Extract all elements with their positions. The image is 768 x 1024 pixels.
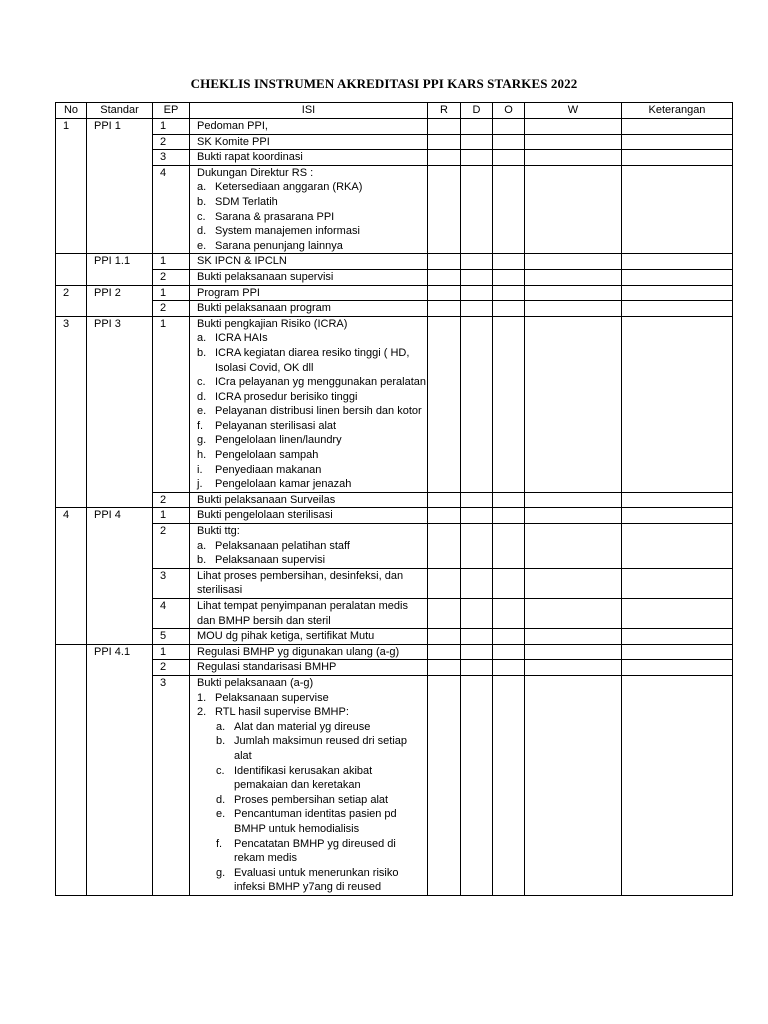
list-item <box>197 433 427 448</box>
cell-standar: PPI 3 <box>87 316 153 508</box>
cell-no: 3 <box>56 316 87 508</box>
list-item-text: Identifikasi kerusakan akibat pemakaian dan keretakan <box>234 764 373 792</box>
cell-d[interactable] <box>461 301 493 317</box>
cell-isi: Bukti pelaksanaan supervisi <box>190 269 428 285</box>
cell-standar: PPI 4.1 <box>87 644 153 895</box>
cell-d[interactable] <box>461 568 493 598</box>
cell-keterangan[interactable] <box>622 524 733 569</box>
cell-isi <box>190 675 428 895</box>
cell-w[interactable] <box>525 285 622 301</box>
cell-d[interactable] <box>461 599 493 629</box>
cell-o[interactable] <box>493 599 525 629</box>
list-marker: e. <box>197 405 207 418</box>
cell-ep: 4 <box>153 165 190 254</box>
cell-o[interactable] <box>493 675 525 895</box>
cell-d[interactable] <box>461 165 493 254</box>
cell-o[interactable] <box>493 301 525 317</box>
cell-keterangan[interactable] <box>622 119 733 135</box>
list-item <box>197 224 427 239</box>
cell-keterangan[interactable] <box>622 254 733 270</box>
list-item <box>197 375 427 390</box>
cell-isi: Pedoman PPI, <box>190 119 428 135</box>
cell-o[interactable] <box>493 629 525 645</box>
table-row <box>56 599 733 629</box>
table-row <box>56 254 733 270</box>
cell-d[interactable] <box>461 492 493 508</box>
list-item-text: Proses pembersihan setiap alat <box>234 793 389 806</box>
table-row <box>56 568 733 598</box>
list-item-text: ICRA kegiatan diarea resiko tinggi ( HD, Isolasi Covid, OK dll <box>215 346 410 374</box>
cell-keterangan[interactable] <box>622 301 733 317</box>
cell-w[interactable] <box>525 508 622 524</box>
cell-ep: 4 <box>153 599 190 629</box>
cell-w[interactable] <box>525 301 622 317</box>
list-item-text: Jumlah maksimun reused dri setiap alat <box>234 735 408 762</box>
cell-w[interactable] <box>525 675 622 895</box>
cell-d[interactable] <box>461 629 493 645</box>
cell-keterangan[interactable] <box>622 165 733 254</box>
cell-no: 4 <box>56 508 87 644</box>
list-marker: a. <box>197 181 207 194</box>
cell-r[interactable] <box>428 492 461 508</box>
table-row <box>56 150 733 166</box>
cell-r[interactable] <box>428 568 461 598</box>
cell-ep: 1 <box>153 644 190 660</box>
list-item <box>197 180 427 195</box>
list-marker: j. <box>197 478 203 491</box>
list-marker: a. <box>197 332 207 345</box>
cell-d[interactable] <box>461 285 493 301</box>
table-row <box>56 301 733 317</box>
list-marker: g. <box>216 866 226 879</box>
list-item-text: Ketersediaan anggaran (RKA) <box>215 181 363 194</box>
cell-w[interactable] <box>525 599 622 629</box>
list-item-text: ICRA prosedur berisiko tinggi <box>215 390 358 403</box>
cell-d[interactable] <box>461 134 493 150</box>
cell-w[interactable] <box>525 492 622 508</box>
cell-r[interactable] <box>428 150 461 166</box>
cell-isi: Bukti rapat koordinasi <box>190 150 428 166</box>
list-item-text: SDM Terlatih <box>215 195 278 208</box>
cell-o[interactable] <box>493 150 525 166</box>
list-marker: b. <box>197 346 207 359</box>
cell-r[interactable] <box>428 119 461 135</box>
list-item-text: Pelayanan sterilisasi alat <box>215 419 337 432</box>
isi-text: Bukti pelaksanaan (a-g) <box>197 676 314 689</box>
list-marker: c. <box>216 764 225 777</box>
cell-r[interactable] <box>428 599 461 629</box>
cell-w[interactable] <box>525 524 622 569</box>
cell-ep: 2 <box>153 492 190 508</box>
isi-text: Dukungan Direktur RS : <box>197 166 314 179</box>
cell-w[interactable] <box>525 660 622 676</box>
list-marker: c. <box>197 376 206 389</box>
cell-isi <box>190 316 428 492</box>
table-row <box>56 508 733 524</box>
cell-o[interactable] <box>493 644 525 660</box>
cell-ep: 2 <box>153 269 190 285</box>
cell-o[interactable] <box>493 508 525 524</box>
cell-ep: 2 <box>153 301 190 317</box>
list-marker: i. <box>197 463 203 476</box>
cell-o[interactable] <box>493 660 525 676</box>
list-item-text: System manajemen informasi <box>215 225 360 238</box>
list-item-text: Alat dan material yg direuse <box>234 720 371 733</box>
cell-d[interactable] <box>461 316 493 492</box>
header-w: W <box>525 103 622 119</box>
cell-w[interactable] <box>525 254 622 270</box>
cell-no <box>56 254 87 285</box>
list-marker: b. <box>197 554 207 567</box>
cell-w[interactable] <box>525 568 622 598</box>
header-d: D <box>461 103 493 119</box>
list-marker: e. <box>197 239 207 252</box>
list-item <box>197 463 427 478</box>
table-row <box>56 492 733 508</box>
list-item-text: Pencatatan BMHP yg direused di rekam medis <box>234 837 396 865</box>
cell-keterangan[interactable] <box>622 644 733 660</box>
cell-w[interactable] <box>525 119 622 135</box>
cell-w[interactable] <box>525 316 622 492</box>
cell-keterangan[interactable] <box>622 508 733 524</box>
sub-list-item <box>197 764 427 793</box>
list-item-text: Sarana & prasarana PPI <box>215 210 335 223</box>
cell-ep: 1 <box>153 254 190 270</box>
cell-w[interactable] <box>525 150 622 166</box>
cell-o[interactable] <box>493 568 525 598</box>
cell-keterangan[interactable] <box>622 568 733 598</box>
cell-isi: Bukti pelaksanaan Surveilas <box>190 492 428 508</box>
cell-o[interactable] <box>493 285 525 301</box>
cell-keterangan[interactable] <box>622 629 733 645</box>
table-row <box>56 644 733 660</box>
cell-ep: 3 <box>153 568 190 598</box>
table-row <box>56 316 733 492</box>
cell-keterangan[interactable] <box>622 660 733 676</box>
table-row <box>56 269 733 285</box>
cell-keterangan[interactable] <box>622 675 733 895</box>
cell-r[interactable] <box>428 285 461 301</box>
cell-isi: MOU dg pihak ketiga, sertifikat Mutu <box>190 629 428 645</box>
cell-w[interactable] <box>525 269 622 285</box>
cell-r[interactable] <box>428 644 461 660</box>
cell-isi: SK Komite PPI <box>190 134 428 150</box>
cell-d[interactable] <box>461 675 493 895</box>
cell-isi <box>190 165 428 254</box>
cell-keterangan[interactable] <box>622 599 733 629</box>
sub-list-item <box>197 793 427 808</box>
cell-isi: Lihat proses pembersihan, desinfeksi, dan sterilisasi <box>190 568 428 598</box>
table-row <box>56 660 733 676</box>
sub-list-item <box>197 807 427 836</box>
cell-r[interactable] <box>428 301 461 317</box>
list-item <box>197 346 427 375</box>
cell-ep: 1 <box>153 316 190 492</box>
header-no: No <box>56 103 87 119</box>
list-marker: h. <box>197 449 207 462</box>
table-row <box>56 165 733 254</box>
cell-isi: Bukti pelaksanaan program <box>190 301 428 317</box>
cell-ep: 3 <box>153 675 190 895</box>
cell-ep: 2 <box>153 134 190 150</box>
table-row <box>56 629 733 645</box>
cell-standar: PPI 1 <box>87 119 153 254</box>
table-row <box>56 524 733 569</box>
list-item-text: Penyediaan makanan <box>215 463 322 476</box>
cell-d[interactable] <box>461 269 493 285</box>
header-ep: EP <box>153 103 190 119</box>
cell-isi: Bukti pengelolaan sterilisasi <box>190 508 428 524</box>
cell-o[interactable] <box>493 165 525 254</box>
cell-ep: 5 <box>153 629 190 645</box>
list-item <box>197 390 427 405</box>
cell-r[interactable] <box>428 269 461 285</box>
list-item-text: Evaluasi untuk menerunkan risiko infeksi BMHP y7ang di reused <box>234 866 399 894</box>
list-item-text: Pelaksanaan pelatihan staff <box>215 539 350 552</box>
cell-keterangan[interactable] <box>622 492 733 508</box>
table-row <box>56 675 733 895</box>
cell-r[interactable] <box>428 660 461 676</box>
cell-d[interactable] <box>461 660 493 676</box>
checklist-table <box>55 102 733 896</box>
list-marker: f. <box>197 419 204 432</box>
cell-d[interactable] <box>461 524 493 569</box>
cell-isi: SK IPCN & IPCLN <box>190 254 428 270</box>
list-item <box>197 331 427 346</box>
cell-ep: 1 <box>153 508 190 524</box>
cell-keterangan[interactable] <box>622 285 733 301</box>
list-item <box>197 477 427 492</box>
list-marker: g. <box>197 434 207 447</box>
list-item-text: Pelayanan distribusi linen bersih dan kotor <box>215 405 422 418</box>
list-item <box>197 195 427 210</box>
cell-isi: Regulasi BMHP yg digunakan ulang (a-g) <box>190 644 428 660</box>
cell-r[interactable] <box>428 165 461 254</box>
list-item <box>197 539 427 554</box>
header-keterangan: Keterangan <box>622 103 733 119</box>
cell-o[interactable] <box>493 254 525 270</box>
cell-o[interactable] <box>493 524 525 569</box>
cell-d[interactable] <box>461 150 493 166</box>
list-item <box>197 553 427 568</box>
list-item-text: ICra pelayanan yg menggunakan peralatan <box>215 376 426 389</box>
table-row <box>56 119 733 135</box>
list-item <box>197 705 427 720</box>
cell-keterangan[interactable] <box>622 269 733 285</box>
sub-list-item <box>197 720 427 735</box>
cell-standar: PPI 4 <box>87 508 153 644</box>
cell-d[interactable] <box>461 508 493 524</box>
header-isi: ISI <box>190 103 428 119</box>
cell-r[interactable] <box>428 629 461 645</box>
list-marker: e. <box>216 808 226 821</box>
cell-r[interactable] <box>428 254 461 270</box>
cell-o[interactable] <box>493 269 525 285</box>
cell-w[interactable] <box>525 165 622 254</box>
sub-list-item <box>197 837 427 866</box>
cell-no <box>56 644 87 895</box>
header-r: R <box>428 103 461 119</box>
cell-d[interactable] <box>461 119 493 135</box>
list-marker: d. <box>197 225 207 238</box>
cell-d[interactable] <box>461 254 493 270</box>
cell-isi: Program PPI <box>190 285 428 301</box>
list-marker: b. <box>197 195 207 208</box>
cell-o[interactable] <box>493 134 525 150</box>
cell-keterangan[interactable] <box>622 316 733 492</box>
header-o: O <box>493 103 525 119</box>
cell-standar: PPI 2 <box>87 285 153 316</box>
cell-keterangan[interactable] <box>622 134 733 150</box>
list-item <box>197 448 427 463</box>
header-standar: Standar <box>87 103 153 119</box>
list-item <box>197 404 427 419</box>
list-item-text: RTL hasil supervise BMHP: <box>215 706 349 719</box>
header-row <box>56 103 733 119</box>
cell-no: 1 <box>56 119 87 254</box>
isi-text: Bukti ttg: <box>197 525 240 538</box>
list-marker: f. <box>216 837 223 850</box>
cell-ep: 2 <box>153 524 190 569</box>
cell-isi <box>190 524 428 569</box>
cell-standar: PPI 1.1 <box>87 254 153 285</box>
list-item-text: Pengelolaan linen/laundry <box>215 434 342 447</box>
list-marker: 1. <box>197 691 207 704</box>
cell-w[interactable] <box>525 134 622 150</box>
list-marker: c. <box>197 210 206 223</box>
cell-keterangan[interactable] <box>622 150 733 166</box>
list-item <box>197 691 427 706</box>
isi-text: Bukti pengkajian Risiko (ICRA) <box>197 317 348 330</box>
cell-o[interactable] <box>493 316 525 492</box>
list-item <box>197 239 427 254</box>
list-item-text: Pengelolaan kamar jenazah <box>215 478 352 491</box>
cell-isi: Regulasi standarisasi BMHP <box>190 660 428 676</box>
list-item-text: ICRA HAIs <box>215 332 268 345</box>
cell-ep: 1 <box>153 285 190 301</box>
cell-o[interactable] <box>493 119 525 135</box>
document-title: CHEKLIS INSTRUMEN AKREDITASI PPI KARS STARKES 2022 <box>190 76 578 91</box>
cell-r[interactable] <box>428 524 461 569</box>
list-item <box>197 419 427 434</box>
list-marker: a. <box>197 539 207 552</box>
list-item-text: Pelaksanaan supervisi <box>215 554 326 567</box>
table-row <box>56 134 733 150</box>
cell-ep: 1 <box>153 119 190 135</box>
cell-r[interactable] <box>428 316 461 492</box>
cell-w[interactable] <box>525 629 622 645</box>
cell-w[interactable] <box>525 644 622 660</box>
cell-d[interactable] <box>461 644 493 660</box>
list-item-text: Pencantuman identitas pasien pd BMHP untuk hemodialisis <box>234 808 397 835</box>
list-item <box>197 210 427 225</box>
cell-isi: Lihat tempat penyimpanan peralatan medis dan BMHP bersih dan steril <box>190 599 428 629</box>
table-row <box>56 285 733 301</box>
sub-list-item <box>197 734 427 763</box>
cell-r[interactable] <box>428 134 461 150</box>
cell-no: 2 <box>56 285 87 316</box>
cell-ep: 3 <box>153 150 190 166</box>
list-item-text: Pelaksanaan supervise <box>215 691 329 704</box>
list-item-text: Sarana penunjang lainnya <box>215 239 343 252</box>
list-item-text: Pengelolaan sampah <box>215 449 319 462</box>
cell-r[interactable] <box>428 508 461 524</box>
list-marker: 2. <box>197 706 207 719</box>
cell-o[interactable] <box>493 492 525 508</box>
list-marker: b. <box>216 735 226 748</box>
cell-ep: 2 <box>153 660 190 676</box>
list-marker: d. <box>197 390 207 403</box>
list-marker: a. <box>216 720 226 733</box>
cell-r[interactable] <box>428 675 461 895</box>
list-marker: d. <box>216 793 226 806</box>
sub-list-item <box>197 866 427 895</box>
